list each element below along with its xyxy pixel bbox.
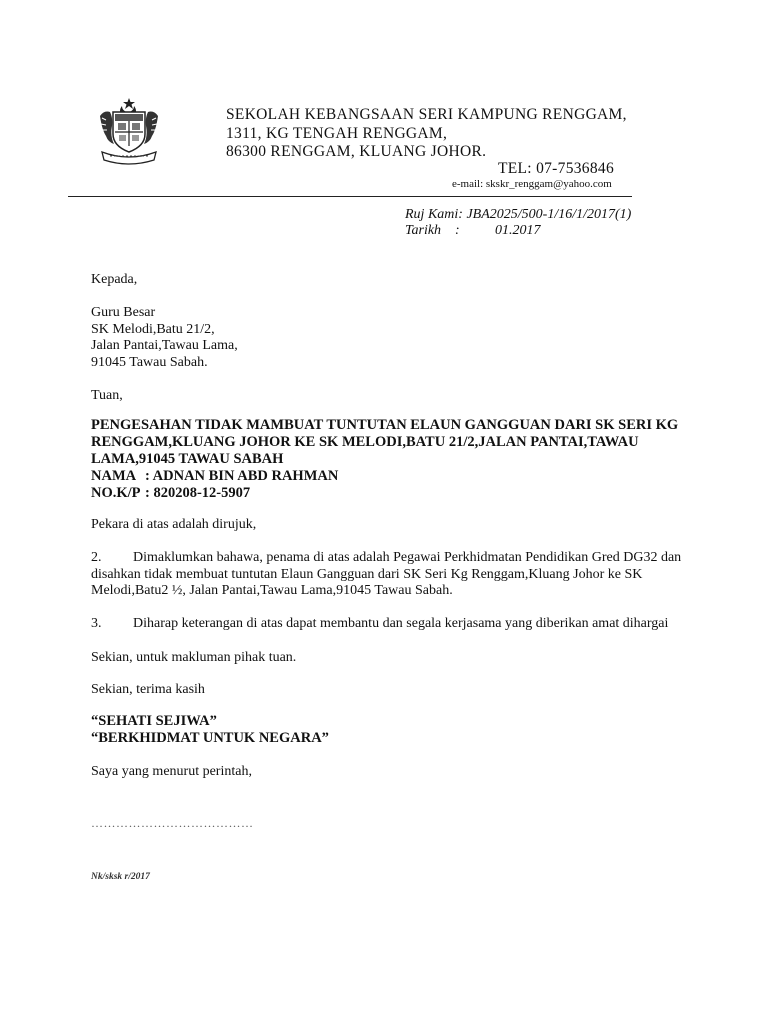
school-address-line-2: 86300 RENGGAM, KLUANG JOHOR. bbox=[226, 143, 487, 160]
ruj-label: Ruj Kami bbox=[405, 207, 459, 222]
recipient-line: SK Melodi,Batu 21/2, bbox=[91, 321, 215, 337]
reference-tarikh bbox=[405, 223, 541, 239]
reference-ruj-kami bbox=[405, 207, 631, 223]
school-telephone: TEL: 07-7536846 bbox=[498, 160, 614, 177]
letterhead-divider bbox=[68, 196, 632, 197]
nama-value: : ADNAN BIN ABD RAHMAN bbox=[145, 468, 339, 484]
subject-nokp bbox=[91, 485, 678, 502]
subject-line-2: RENGGAM,KLUANG JOHOR KE SK MELODI,BATU 21/2,JALAN PANTAI,TAWAU bbox=[91, 434, 639, 450]
coat-of-arms-crest bbox=[94, 96, 164, 168]
paragraph-2 bbox=[91, 550, 691, 600]
signature-intro: Saya yang menurut perintah, bbox=[91, 764, 252, 779]
school-name: SEKOLAH KEBANGSAAN SERI KAMPUNG RENGGAM, bbox=[226, 106, 627, 123]
motto-berkhidmat: “BERKHIDMAT UNTUK NEGARA” bbox=[91, 730, 329, 746]
closing-line-2: Sekian, terima kasih bbox=[91, 682, 205, 697]
salutation: Tuan, bbox=[91, 388, 123, 403]
kepada-label: Kepada, bbox=[91, 272, 138, 287]
tarikh-colon: : bbox=[455, 223, 460, 238]
paragraph-2-text-1: Dimaklumkan bahawa, penama di atas adalah Pegawai Perkhidmatan Pendidikan Gred DG32 dan bbox=[133, 550, 682, 565]
nokp-value: : 820208-12-5907 bbox=[145, 485, 251, 501]
tarikh-label: Tarikh bbox=[405, 223, 442, 238]
paragraph-3-text: Diharap keterangan di atas dapat membantu dan segala kerjasama yang diberikan amat dihargai bbox=[133, 616, 669, 631]
intro-paragraph: Pekara di atas adalah dirujuk, bbox=[91, 517, 257, 532]
signature-line: ………………………………… bbox=[91, 816, 254, 830]
paragraph-2-number: 2. bbox=[91, 550, 102, 565]
motto-sehati-sejiwa: “SEHATI SEJIWA” bbox=[91, 713, 217, 729]
nama-label: NAMA bbox=[91, 468, 137, 484]
recipient-address bbox=[91, 305, 238, 371]
school-email: e-mail: skskr_renggam@yahoo.com bbox=[452, 178, 612, 190]
paragraph-3-number: 3. bbox=[91, 616, 102, 631]
recipient-line: 91045 Tawau Sabah. bbox=[91, 354, 208, 370]
ruj-value: : JBA2025/500-1/16/1/2017(1) bbox=[458, 207, 632, 222]
school-address-line-1: 1311, KG TENGAH RENGGAM, bbox=[226, 125, 448, 142]
recipient-line: Guru Besar bbox=[91, 305, 156, 320]
tarikh-value: 01.2017 bbox=[495, 223, 541, 238]
file-reference: Nk/sksk r/2017 bbox=[91, 872, 150, 882]
paragraph-2-line-3: Melodi,Batu2 ½, Jalan Pantai,Tawau Lama,91045 Tawau Sabah. bbox=[91, 583, 453, 598]
recipient-line: Jalan Pantai,Tawau Lama, bbox=[91, 338, 238, 353]
paragraph-2-line-1 bbox=[91, 550, 691, 567]
paragraph-3 bbox=[91, 616, 691, 633]
paragraph-2-line-2: disahkan tidak membuat tuntutan Elaun Gangguan dari SK Seri Kg Renggam,Kluang Johor ke SK bbox=[91, 566, 643, 582]
closing-line-1: Sekian, untuk makluman pihak tuan. bbox=[91, 650, 297, 665]
subject-nama bbox=[91, 468, 678, 485]
motto-block bbox=[91, 713, 329, 747]
subject-line-3: LAMA,91045 TAWAU SABAH bbox=[91, 451, 284, 467]
nokp-label: NO.K/P bbox=[91, 485, 141, 501]
subject-heading bbox=[91, 417, 678, 502]
subject-line-1: PENGESAHAN TIDAK MAMBUAT TUNTUTAN ELAUN GANGGUAN DARI SK SERI KG bbox=[91, 417, 679, 433]
